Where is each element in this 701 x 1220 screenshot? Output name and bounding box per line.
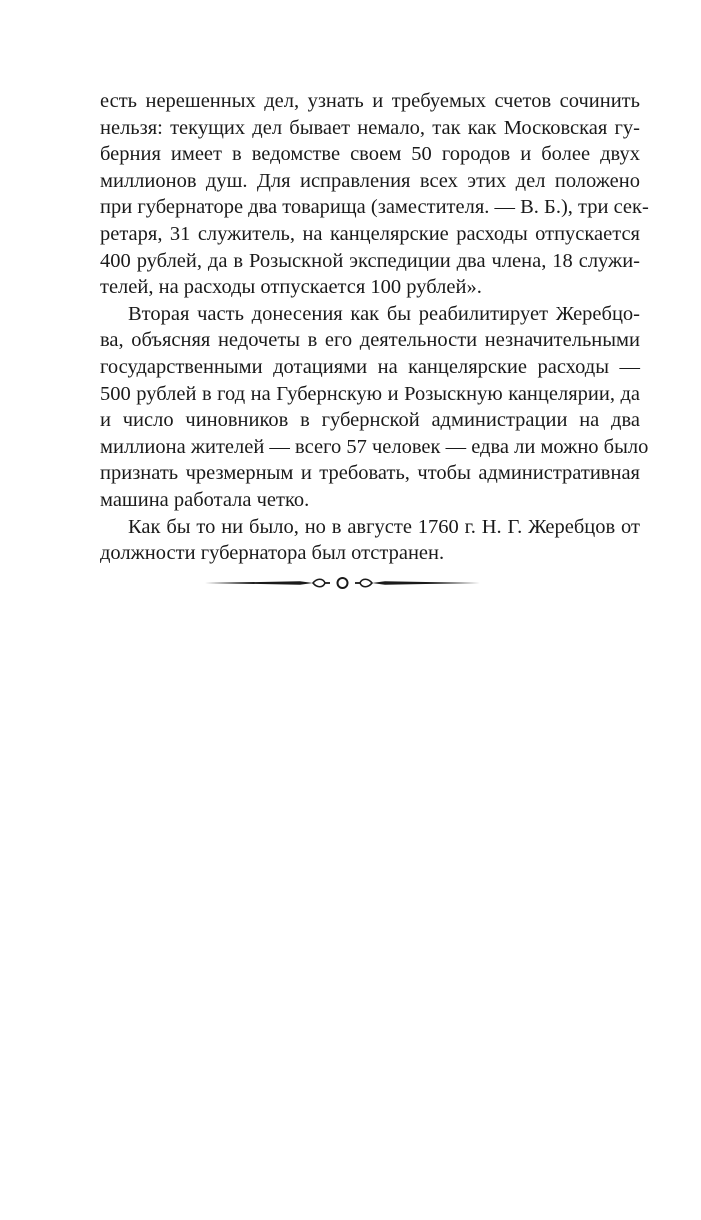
text-line: признать чрезмерным и требовать, чтобы административная	[100, 462, 640, 485]
text-line: ретаря, 31 служитель, на канцелярские расходы отпускается	[100, 222, 640, 245]
paragraph-2	[100, 301, 649, 514]
text-line: 500 рублей в год на Губернскую и Розыскную канцелярии, да	[100, 382, 640, 405]
text-line: миллиона жителей — всего 57 человек — едва ли можно было	[100, 435, 649, 458]
body-text	[100, 88, 649, 567]
paragraph-1	[100, 88, 649, 301]
text-line: ва, объясняя недочеты в его деятельности незначительными	[100, 329, 640, 352]
text-line: есть нерешенных дел, узнать и требуемых счетов сочинить	[100, 90, 640, 112]
text-line: государственными дотациями на канцелярские расходы —	[100, 355, 640, 378]
text-line: 400 рублей, да в Розыскной экспедиции два члена, 18 служи-	[100, 249, 640, 272]
text-line: телей, на расходы отпускается 100 рублей».	[100, 276, 482, 299]
text-line: и число чиновников в губернской администрации на два	[100, 409, 640, 432]
text-line: миллионов душ. Для исправления всех этих дел положено	[100, 169, 640, 192]
text-line: машина работала четко.	[100, 488, 310, 511]
text-line: Вторая часть донесения как бы реабилитирует Жеребцо-	[128, 302, 640, 325]
text-line: Как бы то ни было, но в августе 1760 г. Н. Г. Жеребцов от	[128, 515, 640, 538]
text-line: берния имеет в ведомстве своем 50 городов и более двух	[100, 143, 640, 166]
text-line: при губернаторе два товарища (заместителя. — В. Б.), три сек-	[100, 196, 649, 219]
paragraph-3	[100, 514, 640, 567]
section-end-ornament-icon	[205, 573, 480, 593]
text-line: нельзя: текущих дел бывает немало, так как Московская гу-	[100, 116, 640, 139]
text-line: должности губернатора был отстранен.	[100, 542, 445, 565]
